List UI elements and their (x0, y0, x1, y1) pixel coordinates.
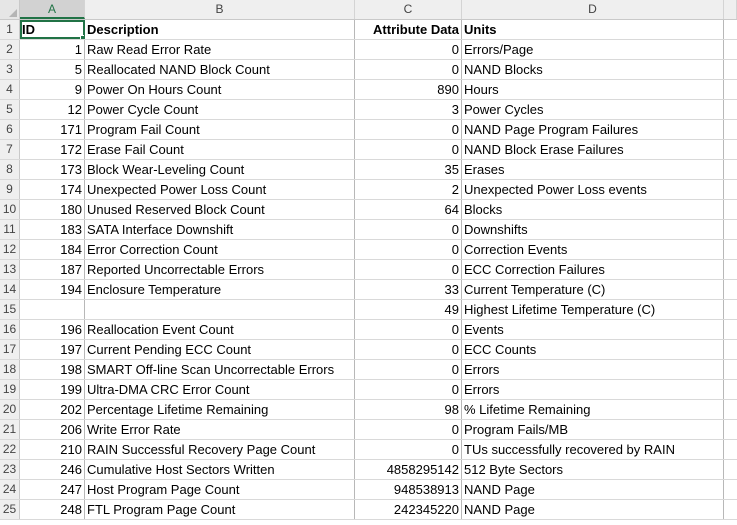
cell-attribute-data[interactable]: 0 (355, 40, 462, 59)
cell-description[interactable]: FTL Program Page Count (85, 500, 355, 519)
table-row (0, 260, 737, 280)
row-header[interactable]: 22 (0, 440, 20, 459)
data-rows (0, 40, 737, 520)
table-row (0, 280, 737, 300)
table-row (0, 320, 737, 340)
table-row (0, 140, 737, 160)
column-header-d[interactable]: D (462, 0, 724, 19)
cell-attribute-data[interactable]: 0 (355, 360, 462, 379)
cell-attribute-data[interactable]: 3 (355, 100, 462, 119)
cell-units[interactable]: Unexpected Power Loss events (462, 180, 724, 199)
cell-attribute-data[interactable]: 0 (355, 220, 462, 239)
fill-handle[interactable] (80, 35, 85, 39)
cell-attribute-data[interactable]: 948538913 (355, 480, 462, 499)
select-all-button[interactable] (0, 0, 20, 19)
cell-description[interactable]: Percentage Lifetime Remaining (85, 400, 355, 419)
cell-attribute-data[interactable]: 242345220 (355, 500, 462, 519)
table-row (0, 100, 737, 120)
cell-units[interactable]: Errors/Page (462, 40, 724, 59)
header-cell-id[interactable]: ID (20, 20, 85, 39)
table-row (0, 480, 737, 500)
cell-description[interactable]: Write Error Rate (85, 420, 355, 439)
cell-units[interactable]: Blocks (462, 200, 724, 219)
cell-description[interactable]: Unused Reserved Block Count (85, 200, 355, 219)
column-header-a[interactable]: A (20, 0, 85, 19)
cell-id[interactable]: 174 (20, 180, 85, 199)
cell-attribute-data[interactable]: 98 (355, 400, 462, 419)
cell-attribute-data[interactable]: 890 (355, 80, 462, 99)
table-row (0, 80, 737, 100)
cell-description[interactable]: Raw Read Error Rate (85, 40, 355, 59)
cell-id[interactable]: 5 (20, 60, 85, 79)
column-header-bar (0, 0, 737, 20)
cell-id[interactable]: 197 (20, 340, 85, 359)
cell-units[interactable]: NAND Page (462, 500, 724, 519)
cell-attribute-data[interactable]: 4858295142 (355, 460, 462, 479)
cell-description[interactable]: Reallocated NAND Block Count (85, 60, 355, 79)
cell-description[interactable]: Cumulative Host Sectors Written (85, 460, 355, 479)
cell-units[interactable]: NAND Page (462, 480, 724, 499)
cell-units[interactable]: TUs successfully recovered by RAIN (462, 440, 724, 459)
table-row (0, 500, 737, 520)
row-header[interactable]: 25 (0, 500, 20, 519)
cell-description[interactable]: Reallocation Event Count (85, 320, 355, 339)
cell-id[interactable]: 1 (20, 40, 85, 59)
row-header[interactable]: 6 (0, 120, 20, 139)
cell-id[interactable]: 246 (20, 460, 85, 479)
row-header[interactable]: 8 (0, 160, 20, 179)
cell-units[interactable]: Program Fails/MB (462, 420, 724, 439)
cell-description[interactable]: SMART Off-line Scan Uncorrectable Errors (85, 360, 355, 379)
table-row (0, 420, 737, 440)
cell-id[interactable]: 248 (20, 500, 85, 519)
table-row (0, 180, 737, 200)
column-header-b[interactable]: B (85, 0, 355, 19)
cell-id[interactable]: 210 (20, 440, 85, 459)
cell-id[interactable]: 173 (20, 160, 85, 179)
row-header[interactable]: 24 (0, 480, 20, 499)
cell-attribute-data[interactable]: 2 (355, 180, 462, 199)
cell-units[interactable]: 512 Byte Sectors (462, 460, 724, 479)
cell-units[interactable]: Highest Lifetime Temperature (C) (462, 300, 724, 319)
cell-id[interactable]: 247 (20, 480, 85, 499)
row-header[interactable]: 20 (0, 400, 20, 419)
header-cell-attribute-data[interactable]: Attribute Data (355, 20, 462, 39)
cell-units[interactable]: NAND Blocks (462, 60, 724, 79)
cell-id[interactable]: 196 (20, 320, 85, 339)
cell-units[interactable]: Errors (462, 380, 724, 399)
row-header[interactable]: 2 (0, 40, 20, 59)
cell-attribute-data[interactable]: 49 (355, 300, 462, 319)
row-header[interactable]: 12 (0, 240, 20, 259)
cell-units[interactable]: Hours (462, 80, 724, 99)
cell-units[interactable]: Current Temperature (C) (462, 280, 724, 299)
cell-units[interactable]: Power Cycles (462, 100, 724, 119)
table-row (0, 60, 737, 80)
cell-units[interactable]: ECC Counts (462, 340, 724, 359)
cell-description[interactable]: Power On Hours Count (85, 80, 355, 99)
cell-id[interactable]: 198 (20, 360, 85, 379)
cell-description[interactable]: Program Fail Count (85, 120, 355, 139)
cell-id[interactable]: 184 (20, 240, 85, 259)
cell-units[interactable]: Errors (462, 360, 724, 379)
table-row (0, 400, 737, 420)
cell-attribute-data[interactable]: 0 (355, 440, 462, 459)
cell-units[interactable]: % Lifetime Remaining (462, 400, 724, 419)
row-header[interactable]: 11 (0, 220, 20, 239)
cell-description[interactable]: Reported Uncorrectable Errors (85, 260, 355, 279)
row-header[interactable]: 9 (0, 180, 20, 199)
table-row (0, 380, 737, 400)
cell-id[interactable]: 206 (20, 420, 85, 439)
table-header-row (0, 20, 737, 40)
cell-id[interactable]: 12 (20, 100, 85, 119)
cell-id[interactable]: 180 (20, 200, 85, 219)
cell-attribute-data[interactable]: 0 (355, 240, 462, 259)
row-header[interactable]: 7 (0, 140, 20, 159)
row-header[interactable]: 13 (0, 260, 20, 279)
table-row (0, 40, 737, 60)
cell-attribute-data[interactable]: 33 (355, 280, 462, 299)
table-row (0, 360, 737, 380)
table-row (0, 120, 737, 140)
table-row (0, 240, 737, 260)
table-row (0, 160, 737, 180)
row-header[interactable]: 17 (0, 340, 20, 359)
cell-description[interactable]: Block Wear-Leveling Count (85, 160, 355, 179)
cell-description[interactable]: RAIN Successful Recovery Page Count (85, 440, 355, 459)
cell-description[interactable]: Unexpected Power Loss Count (85, 180, 355, 199)
row-header[interactable]: 5 (0, 100, 20, 119)
cell-units[interactable]: Events (462, 320, 724, 339)
table-row (0, 460, 737, 480)
cell-units[interactable]: NAND Page Program Failures (462, 120, 724, 139)
cell-description[interactable]: Power Cycle Count (85, 100, 355, 119)
row-header[interactable]: 15 (0, 300, 20, 319)
cell-description[interactable]: Error Correction Count (85, 240, 355, 259)
cell-attribute-data[interactable]: 0 (355, 260, 462, 279)
cell-attribute-data[interactable]: 35 (355, 160, 462, 179)
column-header-c[interactable]: C (355, 0, 462, 19)
table-row (0, 220, 737, 240)
row-header[interactable]: 23 (0, 460, 20, 479)
cell-attribute-data[interactable]: 0 (355, 320, 462, 339)
row-header[interactable]: 19 (0, 380, 20, 399)
cell-description[interactable]: Host Program Page Count (85, 480, 355, 499)
cell-description[interactable]: SATA Interface Downshift (85, 220, 355, 239)
cell-units[interactable]: ECC Correction Failures (462, 260, 724, 279)
header-cell-description[interactable]: Description (85, 20, 355, 39)
table-row (0, 300, 737, 320)
table-row (0, 340, 737, 360)
cell-id[interactable] (20, 300, 85, 319)
cell-description[interactable]: Ultra-DMA CRC Error Count (85, 380, 355, 399)
row-header[interactable]: 18 (0, 360, 20, 379)
cell-units[interactable]: NAND Block Erase Failures (462, 140, 724, 159)
cell-attribute-data[interactable]: 0 (355, 120, 462, 139)
table-row (0, 440, 737, 460)
row-header[interactable]: 4 (0, 80, 20, 99)
cell-attribute-data[interactable]: 0 (355, 380, 462, 399)
cell-attribute-data[interactable]: 0 (355, 140, 462, 159)
row-header[interactable]: 14 (0, 280, 20, 299)
cell-attribute-data[interactable]: 0 (355, 60, 462, 79)
cell-description[interactable] (85, 300, 355, 319)
cell-id[interactable]: 202 (20, 400, 85, 419)
row-header[interactable]: 3 (0, 60, 20, 79)
row-header[interactable]: 21 (0, 420, 20, 439)
cell-attribute-data[interactable]: 64 (355, 200, 462, 219)
cell-attribute-data[interactable]: 0 (355, 340, 462, 359)
header-cell-units[interactable]: Units (462, 20, 724, 39)
cell-id[interactable]: 183 (20, 220, 85, 239)
row-header[interactable]: 10 (0, 200, 20, 219)
row-header[interactable]: 1 (0, 20, 20, 39)
row-header[interactable]: 16 (0, 320, 20, 339)
table-row (0, 200, 737, 220)
cell-units[interactable]: Erases (462, 160, 724, 179)
cell-description[interactable]: Enclosure Temperature (85, 280, 355, 299)
cell-description[interactable]: Erase Fail Count (85, 140, 355, 159)
cell-units[interactable]: Downshifts (462, 220, 724, 239)
cell-id[interactable]: 199 (20, 380, 85, 399)
cell-description[interactable]: Current Pending ECC Count (85, 340, 355, 359)
cell-id[interactable]: 187 (20, 260, 85, 279)
cell-attribute-data[interactable]: 0 (355, 420, 462, 439)
cell-units[interactable]: Correction Events (462, 240, 724, 259)
cell-id[interactable]: 172 (20, 140, 85, 159)
cell-id[interactable]: 9 (20, 80, 85, 99)
cell-id[interactable]: 171 (20, 120, 85, 139)
cell-id[interactable]: 194 (20, 280, 85, 299)
column-header-e[interactable] (724, 0, 737, 19)
